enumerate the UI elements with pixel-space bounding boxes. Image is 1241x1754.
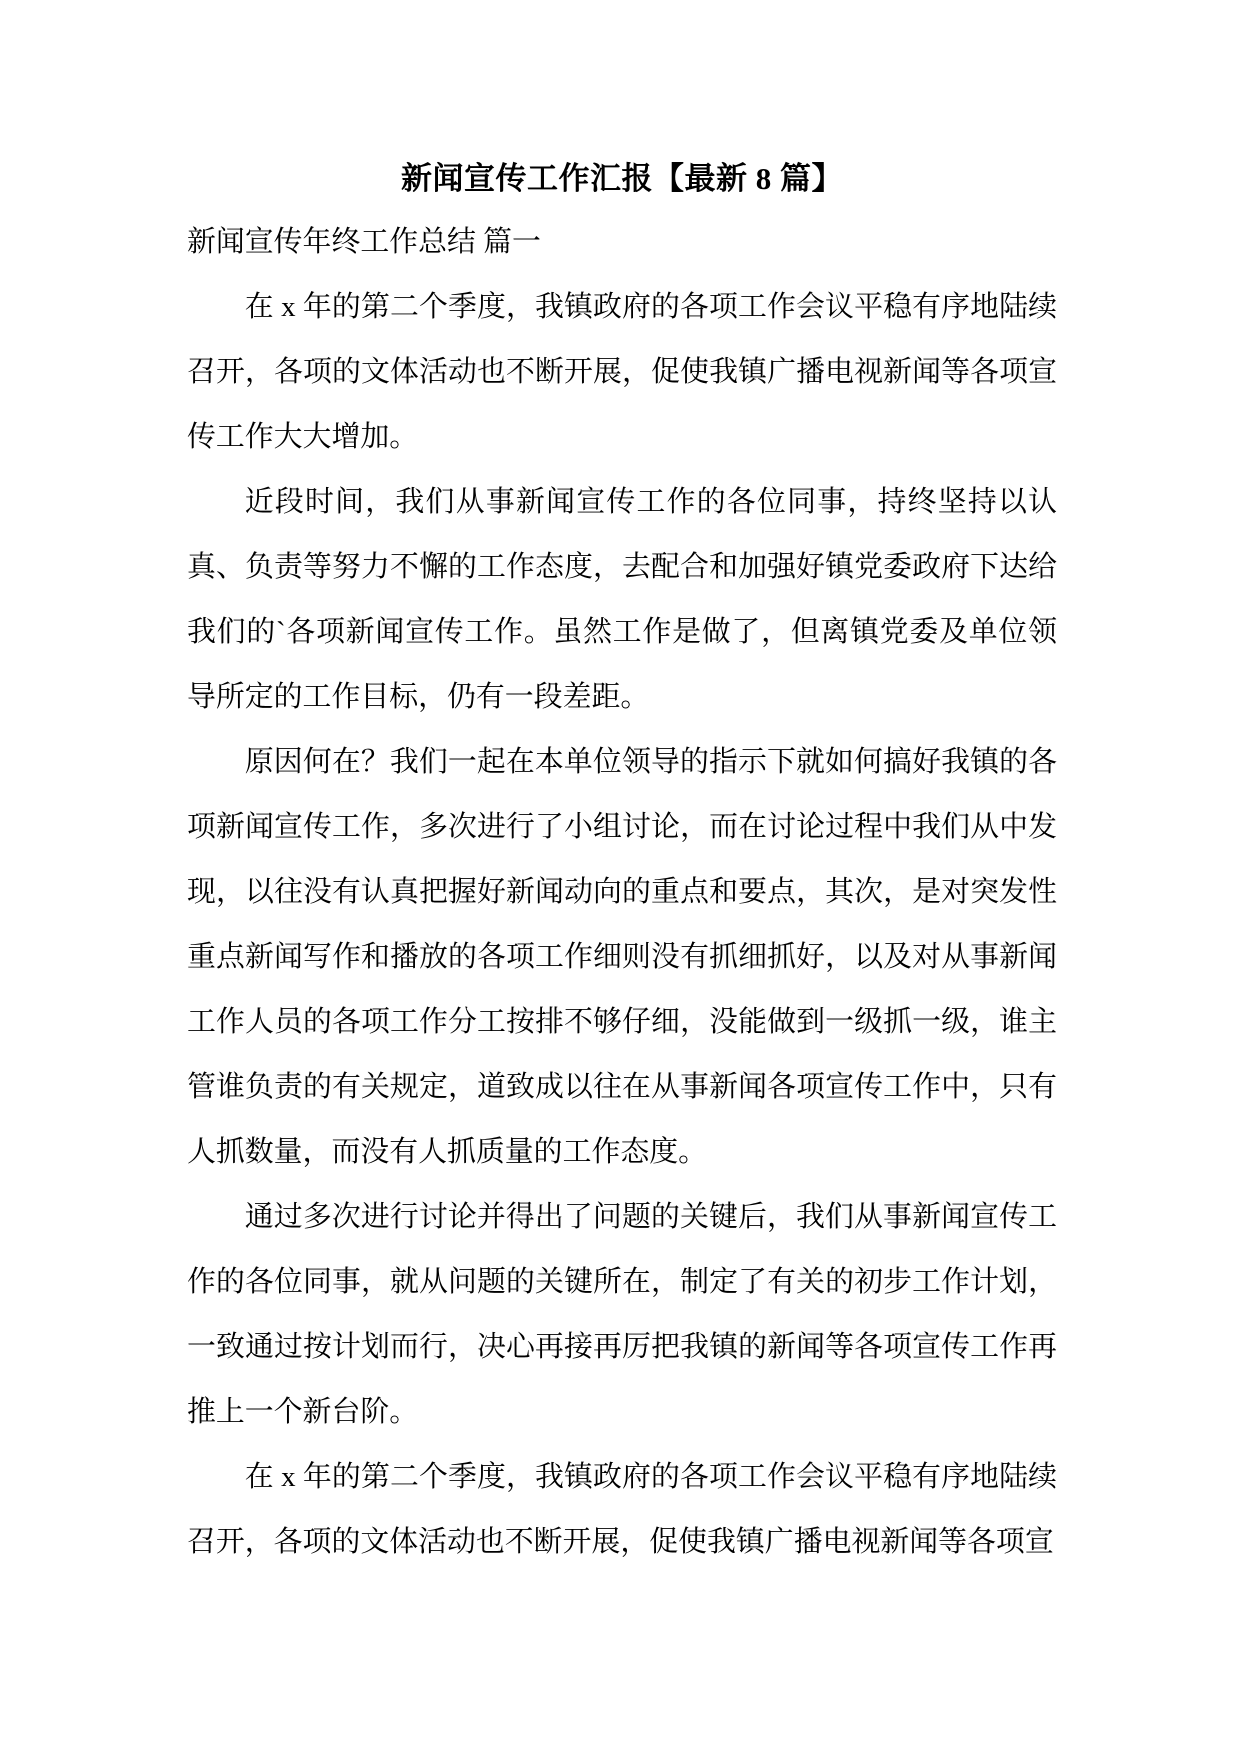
body-paragraph: 在 x 年的第二个季度，我镇政府的各项工作会议平稳有序地陆续召开，各项的文体活动也不断开展，促使我镇广播电视新闻等各项宣: [187, 1461, 1057, 1558]
body-paragraph: 原因何在？我们一起在本单位领导的指示下就如何搞好我镇的各项新闻宣传工作，多次进行了小组讨论，而在讨论过程中我们从中发现，以往没有认真把握好新闻动向的重点和要点，其次，是对突发性重点新闻写作和播放的各项工作细则没有抓细抓好，以及对从事新闻工作人员的各项工作分工按排不够仔细，没能做到一级抓一级，谁主管谁负责的有关规定，道致成以往在从事新闻各项宣传工作中，只有人抓数量，而没有人抓质量的工作态度。: [187, 746, 1057, 1168]
body-paragraph: 在 x 年的第二个季度，我镇政府的各项工作会议平稳有序地陆续召开，各项的文体活动也不断开展，促使我镇广播电视新闻等各项宣传工作大大增加。: [187, 291, 1057, 453]
document-content: [187, 148, 1057, 1575]
document-title: 新闻宣传工作汇报【最新 8 篇】: [401, 161, 843, 196]
body-paragraph: 近段时间，我们从事新闻宣传工作的各位同事，持终坚持以认真、负责等努力不懈的工作态度，去配合和加强好镇党委政府下达给我们的`各项新闻宣传工作。虽然工作是做了，但离镇党委及单位领导所定的工作目标，仍有一段差距。: [187, 486, 1057, 713]
body-paragraph: 通过多次进行讨论并得出了问题的关键后，我们从事新闻宣传工作的各位同事，就从问题的关键所在，制定了有关的初步工作计划，一致通过按计划而行，决心再接再厉把我镇的新闻等各项宣传工作再推上一个新台阶。: [187, 1201, 1057, 1428]
section-heading: 新闻宣传年终工作总结 篇一: [187, 226, 541, 258]
